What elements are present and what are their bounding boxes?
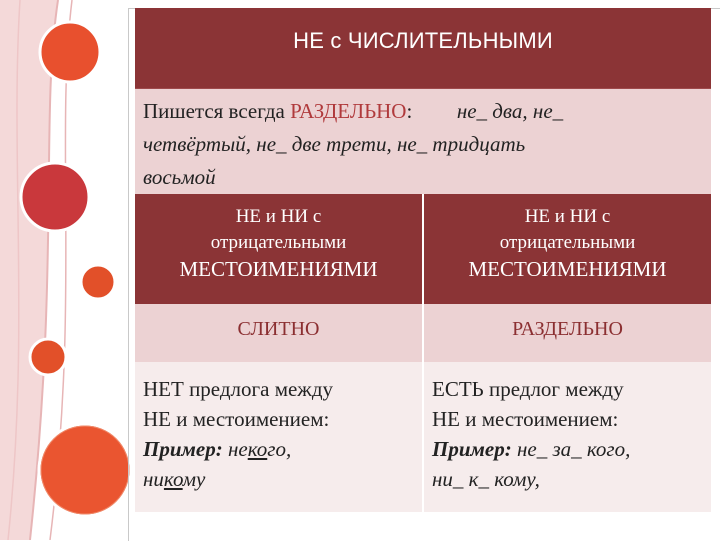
decorative-circles: [0, 0, 140, 540]
right-example-a: не_ за_ кого,: [511, 437, 631, 461]
left-header-line-3: МЕСТОИМЕНИЯМИ: [179, 257, 378, 281]
right-example-label: Пример:: [432, 437, 512, 461]
red-circle: [21, 163, 89, 231]
rule-example-3: восьмой: [143, 165, 216, 189]
slide-title: НЕ с ЧИСЛИТЕЛЬНЫМИ: [293, 28, 553, 53]
title-bar: [135, 8, 711, 88]
rule-lead: Пишется всегда: [143, 99, 291, 123]
left-mode: СЛИТНО: [135, 304, 423, 362]
orange-circle: [40, 22, 100, 82]
left-example-label: Пример:: [143, 437, 223, 461]
right-header-line-2: отрицательными: [499, 232, 636, 253]
rule-block: [135, 88, 711, 194]
left-example-a-pre: не: [222, 437, 248, 461]
left-example-b-pre: ни: [143, 467, 164, 491]
rule-accent: РАЗДЕЛЬНО: [290, 99, 407, 123]
right-header-line-1: НЕ и НИ с: [524, 206, 611, 227]
rule-line-1: [143, 95, 703, 128]
table-mode-row: [135, 304, 711, 362]
left-header-line-1: НЕ и НИ с: [235, 206, 322, 227]
rule-example-1: не_ два, не_: [456, 99, 564, 123]
left-header-line-2: отрицательными: [210, 232, 347, 253]
right-body-line-1: ЕСТЬ предлог между: [432, 377, 624, 401]
right-body-line-2: НЕ и местоимением:: [432, 407, 619, 431]
right-header-line-3: МЕСТОИМЕНИЯМИ: [468, 257, 667, 281]
left-example-b-underlined: ко: [163, 467, 183, 491]
left-example-a-underlined: ко: [247, 437, 268, 461]
orange-circle: [30, 339, 66, 375]
right-header: [423, 194, 711, 304]
left-example-line-2: [143, 464, 418, 494]
right-mode: РАЗДЕЛЬНО: [423, 304, 711, 362]
orange-circle: [39, 424, 131, 516]
comparison-table: [135, 194, 711, 512]
left-example-a-post: го,: [267, 437, 292, 461]
left-header: [135, 194, 423, 304]
table-header-row: [135, 194, 711, 304]
right-example-line-1: [432, 434, 707, 464]
orange-circle: [81, 265, 115, 299]
left-body-line-2: НЕ и местоимением:: [143, 407, 330, 431]
left-example-b-post: му: [182, 467, 206, 491]
left-body: [135, 362, 423, 512]
right-body: [423, 362, 711, 512]
rule-colon: :: [406, 99, 413, 123]
right-example-b: ни_ к_ кому,: [432, 467, 540, 491]
rule-example-2: четвёртый, не_ две трети, не_ тридцать: [143, 132, 526, 156]
left-example-line-1: [143, 434, 418, 464]
table-body-row: [135, 362, 711, 512]
left-body-line-1: НЕТ предлога между: [143, 377, 334, 401]
